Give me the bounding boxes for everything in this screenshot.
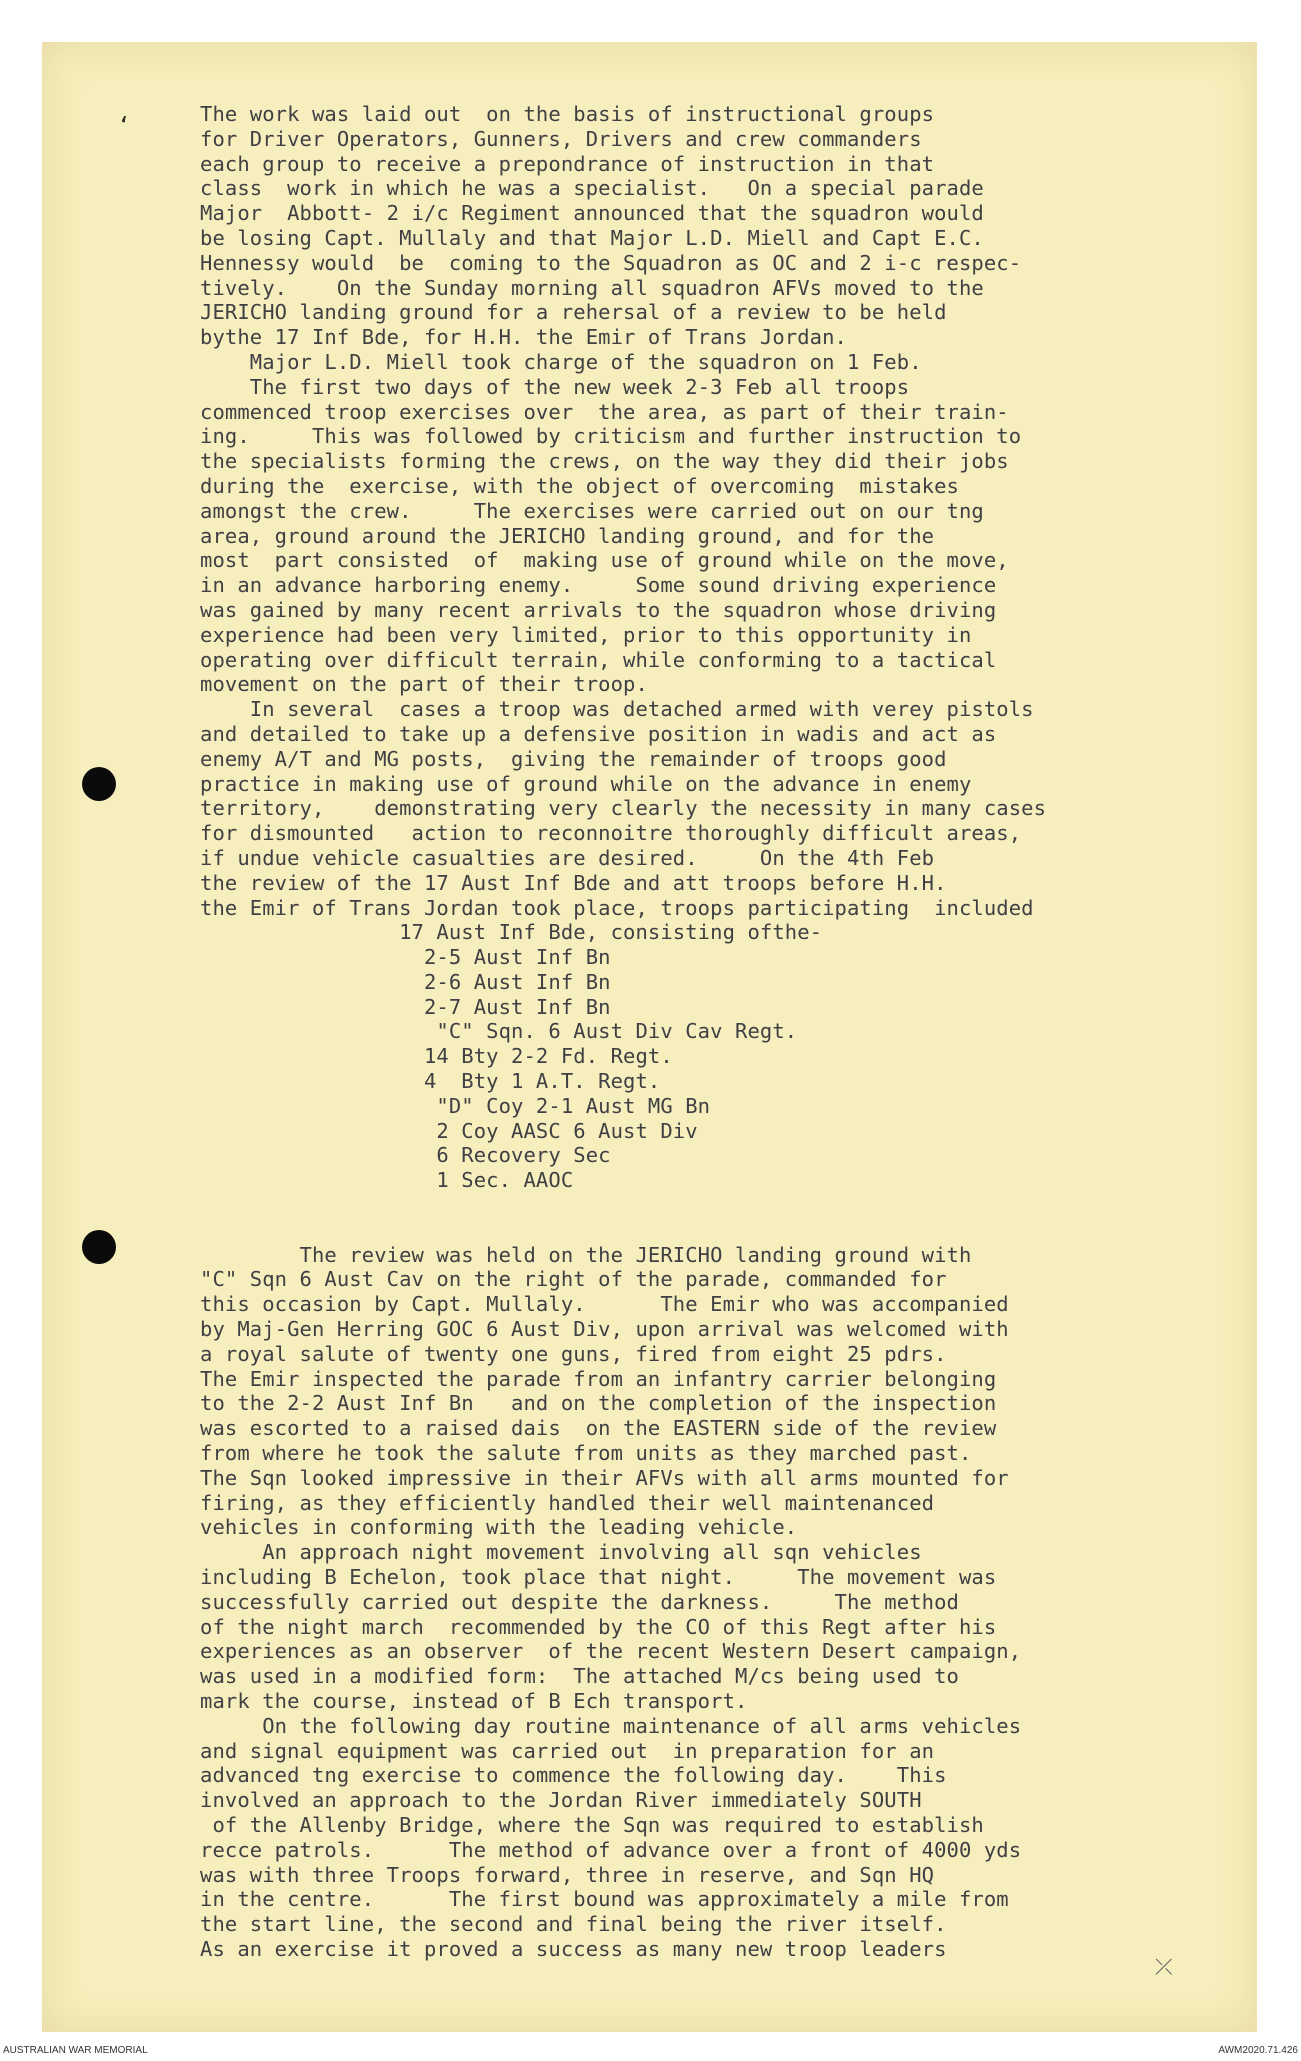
- text-line: in an advance harboring enemy. Some sound driving experience: [200, 573, 997, 598]
- text-line: the Emir of Trans Jordan took place, troops participating included: [200, 895, 1034, 920]
- text-line: bythe 17 Inf Bde, for H.H. the Emir of Trans Jordan.: [200, 325, 847, 350]
- text-line: movement on the part of their troop.: [200, 672, 648, 697]
- text-line: "C" Sqn. 6 Aust Div Cav Regt.: [200, 1019, 798, 1044]
- text-line: On the following day routine maintenance of all arms vehicles: [200, 1713, 1022, 1738]
- text-line: from where he took the salute from units as they marched past.: [200, 1441, 972, 1466]
- text-line: amongst the crew. The exercises were carried out on our tng: [200, 498, 984, 523]
- text-line: involved an approach to the Jordan River immediately SOUTH: [200, 1788, 922, 1813]
- text-line: 2 Coy AASC 6 Aust Div: [200, 1118, 698, 1143]
- text-line: The review was held on the JERICHO landing ground with: [200, 1242, 972, 1267]
- text-line: of the night march recommended by the CO of this Regt after his: [200, 1614, 997, 1639]
- text-line: area, ground around the JERICHO landing ground, and for the: [200, 523, 935, 548]
- text-line: successfully carried out despite the darkness. The method: [200, 1589, 959, 1614]
- text-line: commenced troop exercises over the area, as part of their train-: [200, 399, 1009, 424]
- text-line: class work in which he was a specialist. On a special parade: [200, 176, 984, 201]
- text-line: 1 Sec. AAOC: [200, 1168, 574, 1193]
- text-line: to the 2-2 Aust Inf Bn and on the completion of the inspection: [200, 1391, 997, 1416]
- text-line: if undue vehicle casualties are desired. On the 4th Feb: [200, 845, 935, 870]
- text-line: the review of the 17 Aust Inf Bde and att troops before H.H.: [200, 870, 947, 895]
- text-line: was gained by many recent arrivals to the squadron whose driving: [200, 597, 997, 622]
- text-line: experience had been very limited, prior to this opportunity in: [200, 622, 972, 647]
- text-line: the specialists forming the crews, on the way they did their jobs: [200, 449, 1009, 474]
- text-line: for dismounted action to reconnoitre thoroughly difficult areas,: [200, 821, 1022, 846]
- text-line: firing, as they efficiently handled their well maintenanced: [200, 1490, 935, 1515]
- text-line: most part consisted of making use of ground while on the move,: [200, 548, 1009, 573]
- text-line: An approach night movement involving all sqn vehicles: [200, 1540, 922, 1565]
- text-line: was with three Troops forward, three in reserve, and Sqn HQ: [200, 1862, 935, 1887]
- text-line: enemy A/T and MG posts, giving the remainder of troops good: [200, 746, 947, 771]
- text-line: Hennessy would be coming to the Squadron as OC and 2 i-c respec-: [200, 250, 1022, 275]
- text-line: practice in making use of ground while on the advance in enemy: [200, 771, 972, 796]
- text-line: 2-6 Aust Inf Bn: [200, 969, 611, 994]
- text-line: 6 Recovery Sec: [200, 1143, 611, 1168]
- text-line: the start line, the second and final being the river itself.: [200, 1912, 947, 1937]
- text-line: and signal equipment was carried out in preparation for an: [200, 1738, 935, 1763]
- margin-pencil-mark: ‘: [120, 112, 129, 142]
- text-line: recce patrols. The method of advance over a front of 4000 yds: [200, 1837, 1022, 1862]
- punch-hole-top: [82, 767, 116, 801]
- text-line: 14 Bty 2-2 Fd. Regt.: [200, 1044, 673, 1069]
- text-line: 2-5 Aust Inf Bn: [200, 945, 611, 970]
- text-line: for Driver Operators, Gunners, Drivers and crew commanders: [200, 126, 922, 151]
- text-line: experiences as an observer of the recent Western Desert campaign,: [200, 1639, 1022, 1664]
- text-line: Major L.D. Miell took charge of the squadron on 1 Feb.: [200, 349, 922, 374]
- text-line: was escorted to a raised dais on the EASTERN side of the review: [200, 1416, 997, 1441]
- text-line: in the centre. The first bound was approximately a mile from: [200, 1887, 1009, 1912]
- text-line: tively. On the Sunday morning all squadron AFVs moved to the: [200, 275, 984, 300]
- text-line: 4 Bty 1 A.T. Regt.: [200, 1069, 661, 1094]
- text-line: mark the course, instead of B Ech transport.: [200, 1689, 748, 1713]
- text-line: vehicles in conforming with the leading vehicle.: [200, 1515, 798, 1540]
- text-line: Major Abbott- 2 i/c Regiment announced that the squadron would: [200, 201, 984, 226]
- text-line: during the exercise, with the object of overcoming mistakes: [200, 473, 959, 498]
- text-line: each group to receive a prepondrance of instruction in that: [200, 151, 935, 176]
- text-line: "D" Coy 2-1 Aust MG Bn: [200, 1093, 711, 1118]
- text-line: by Maj-Gen Herring GOC 6 Aust Div, upon arrival was welcomed with: [200, 1317, 1009, 1342]
- text-line: JERICHO landing ground for a rehersal of a review to be held: [200, 300, 947, 325]
- text-line: territory, demonstrating very clearly the necessity in many cases: [200, 796, 1047, 821]
- text-line: The Sqn looked impressive in their AFVs with all arms mounted for: [200, 1465, 1009, 1490]
- text-line: ing. This was followed by criticism and further instruction to: [200, 424, 1022, 449]
- text-line: a royal salute of twenty one guns, fired from eight 25 pdrs.: [200, 1341, 947, 1366]
- text-line: and detailed to take up a defensive position in wadis and act as: [200, 721, 997, 746]
- text-line: 2-7 Aust Inf Bn: [200, 994, 611, 1019]
- text-line: The work was laid out on the basis of instructional groups: [200, 102, 935, 126]
- text-line: including B Echelon, took place that night. The movement was: [200, 1565, 997, 1590]
- text-line: The first two days of the new week 2-3 Feb all troops: [200, 374, 910, 399]
- text-line: As an exercise it proved a success as many new troop leaders: [200, 1936, 947, 1961]
- text-line: "C" Sqn 6 Aust Cav on the right of the parade, commanded for: [200, 1267, 947, 1292]
- text-line: 17 Aust Inf Bde, consisting ofthe-: [200, 920, 823, 945]
- text-line: The Emir inspected the parade from an infantry carrier belonging: [200, 1366, 997, 1391]
- punch-hole-bottom: [82, 1230, 116, 1264]
- archive-credit: AUSTRALIAN WAR MEMORIAL: [3, 2045, 148, 2056]
- pencil-tick-mark: ⤫: [1155, 1955, 1173, 1980]
- text-line: operating over difficult terrain, while conforming to a tactical: [200, 647, 997, 672]
- text-line: advanced tng exercise to commence the following day. This: [200, 1763, 947, 1788]
- text-line: In several cases a troop was detached armed with verey pistols: [200, 697, 1034, 722]
- typed-text-body: [200, 102, 1200, 1962]
- text-line: was used in a modified form: The attached M/cs being used to: [200, 1664, 959, 1689]
- text-line: be losing Capt. Mullaly and that Major L.D. Miell and Capt E.C.: [200, 225, 984, 250]
- text-line: this occasion by Capt. Mullaly. The Emir who was accompanied: [200, 1292, 1009, 1317]
- text-line: of the Allenby Bridge, where the Sqn was required to establish: [200, 1812, 984, 1837]
- archive-reference: AWM2020.71.426: [1218, 2045, 1298, 2056]
